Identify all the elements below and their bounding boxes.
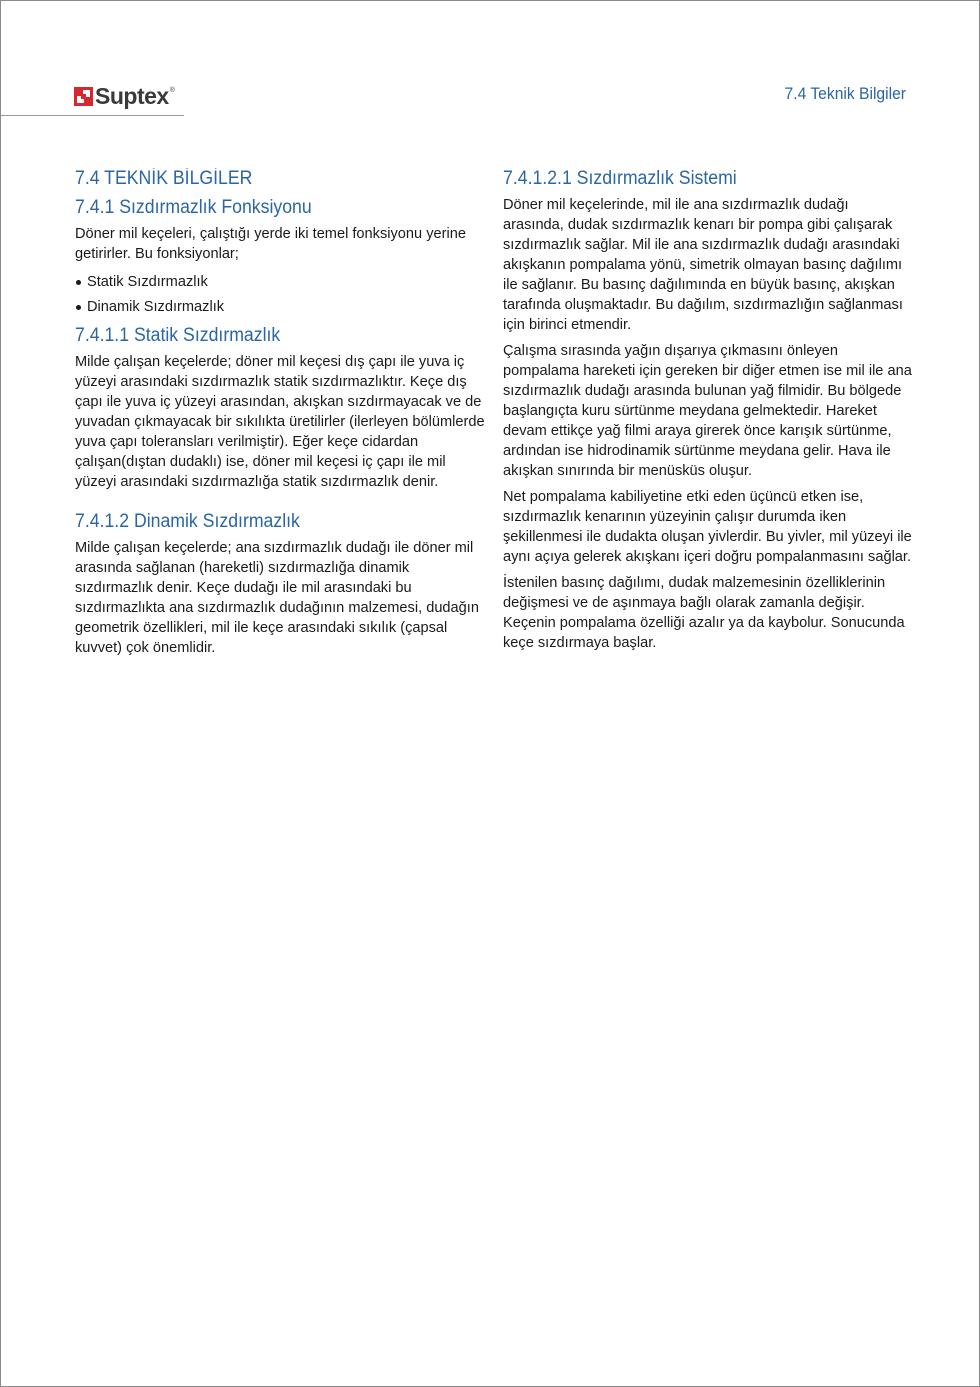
list-item: Dinamik Sızdırmazlık — [75, 295, 485, 320]
paragraph-sealing-system-2: Çalışma sırasında yağın dışarıya çıkmasını önleyen pompalama hareketi için gereken bir diğer etmen ise mil ile ana sızdırmazlık dudağı arasında bulunan yağ filmidir. Bu bölgede başlangıçta kuru sürtünme meydana gelmektedir. Hareket devam ettikçe yağ filmi araya girerek önce karışık sürtünme, ardından ise hidrodinamik sürtünme meydana gelir. Hava ile akışkan sınırında bir menüsküs oluşur. — [503, 343, 912, 479]
right-column — [503, 167, 913, 659]
suptex-logo-icon — [74, 87, 93, 106]
brand-name: Suptex — [95, 83, 169, 109]
paragraph-dynamic-sealing: Milde çalışan keçelerde; ana sızdırmazlık dudağı ile döner mil arasında sağlanan (hareketli) sızdırmazlığa dinamik sızdırmazlık denir. Keçe dudağı ile mil arasındaki bu sızdırmazlıkta ana sızdırmazlık dudağının malzemesi, dudağın geometrik özellikleri, mil ile keçe arasındaki sıkılık (çapsal kuvvet) çok önemlidir. — [75, 540, 479, 656]
paragraph-sealing-system-4: İstenilen basınç dağılımı, dudak malzemesinin özelliklerinin değişmesi ve de aşınmaya bağlı olarak zamanla değişir. Keçenin pompalama özelliği azalır ya da kaybolur. Sonucunda keçe sızdırmaya başlar. — [503, 575, 905, 651]
function-list — [75, 270, 485, 320]
list-item: Statik Sızdırmazlık — [75, 270, 485, 295]
paragraph-sealing-system-3: Net pompalama kabiliyetine etki eden üçüncü etken ise, sızdırmazlık kenarının yüzeyinin çalışır durumda iken şekillenmesi ile dudakta oluşan yivlerdir. Bu yivler, mil yüzeyi ile aynı açıya gelerek akışkanı içeri doğru pompalanmasını sağlar. — [503, 489, 912, 565]
left-column — [75, 167, 485, 664]
brand-logo — [74, 85, 175, 108]
header-section-label: 7.4 Teknik Bilgiler — [784, 84, 906, 103]
bullet-icon — [76, 305, 81, 310]
paragraph-sealing-system-1: Döner mil keçelerinde, mil ile ana sızdırmazlık dudağı arasında, dudak sızdırmazlık kenarı bir pompa gibi çalışarak sızdırmazlık sağlar. Mil ile ana sızdırmazlık dudağı arasındaki akışkanın pompalama yönü, simetrik olmayan basınç dağılımı ile sağlanır. Bu basınç dağılımında en büyük basınç, akışkan tarafında oluşmaktadır. Bu dağılım, sızdırmazlığın sağlanması için birinci etmendir. — [503, 197, 903, 333]
section-heading-sealing-function: 7.4.1 Sızdırmazlık Fonksiyonu — [75, 197, 312, 218]
section-heading-sealing-system: 7.4.1.2.1 Sızdırmazlık Sistemi — [503, 168, 737, 189]
page-title: 7.4 TEKNİK BİLGİLER — [75, 168, 253, 189]
paragraph-sealing-function: Döner mil keçeleri, çalıştığı yerde iki temel fonksiyonu yerine getirirler. Bu fonksiyonlar; — [75, 226, 466, 262]
section-heading-dynamic-sealing: 7.4.1.2 Dinamik Sızdırmazlık — [75, 511, 300, 532]
header-divider — [1, 115, 184, 116]
section-heading-static-sealing: 7.4.1.1 Statik Sızdırmazlık — [75, 325, 281, 346]
paragraph-static-sealing: Milde çalışan keçelerde; döner mil keçesi dış çapı ile yuva iç yüzeyi arasındaki sızdırmazlık statik sızdırmazlıktır. Keçe dış çapı ile yuva iç yüzeyi arasından, akışkan sızdırmayacak ve de yuvadan çıkmayacak bir sıkılıkta üretilirler (ilerleyen bölümlerde yuva çapı toleransları verilmiştir). Eğer keçe cidardan çalışan(dıştan dudaklı) ise, döner mil keçesi iç çapı ile mil yüzeyi arasındaki sızdırmazlığa statik sızdırmazlık denir. — [75, 354, 485, 490]
registered-mark: ® — [169, 87, 175, 94]
bullet-icon — [76, 280, 81, 285]
